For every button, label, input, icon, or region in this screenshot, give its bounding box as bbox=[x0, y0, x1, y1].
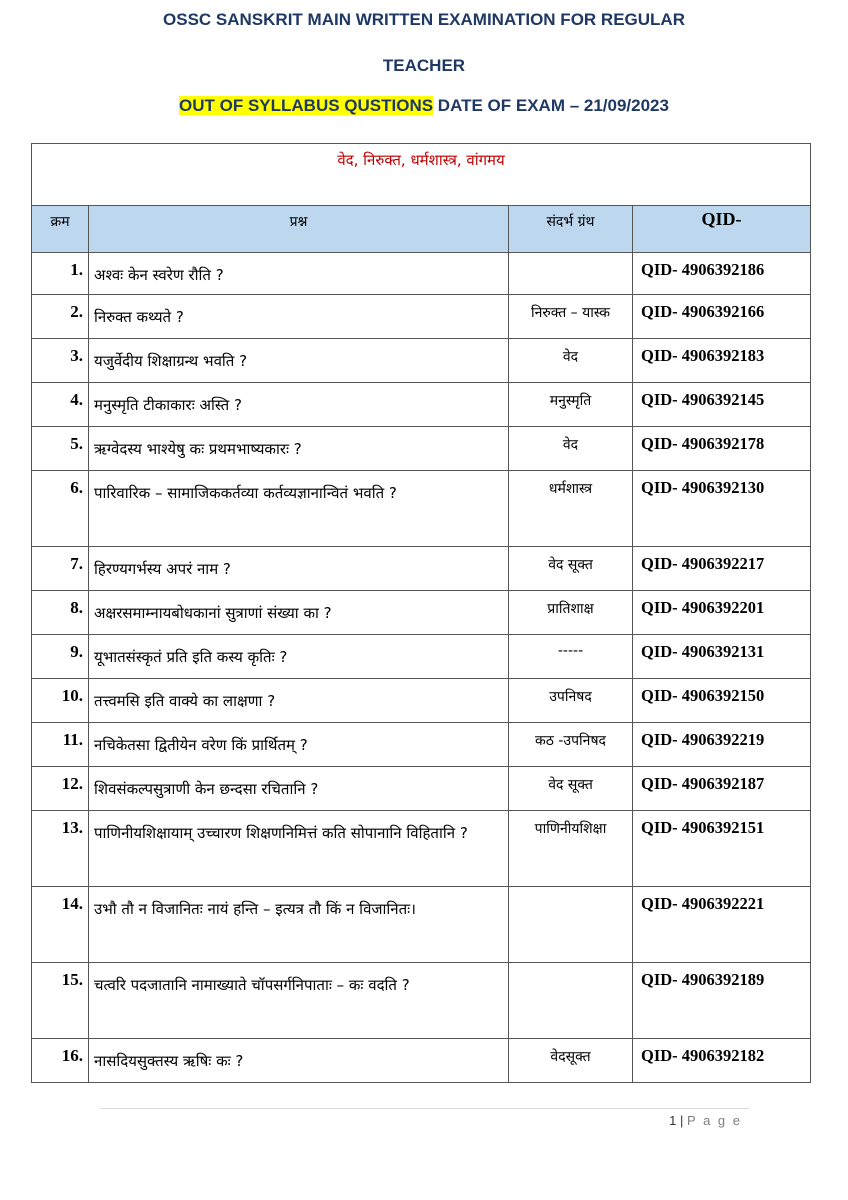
row-question: मनुस्मृति टीकाकारः अस्ति ? bbox=[89, 383, 509, 427]
row-reference-book: वेद सूक्त bbox=[509, 547, 633, 591]
table-row bbox=[32, 547, 811, 591]
row-question: पाणिनीयशिक्षायाम् उच्चारण शिक्षणनिमित्तं कति सोपानानि विहितानि ? bbox=[89, 811, 509, 887]
row-serial-number: 16. bbox=[32, 1039, 89, 1083]
highlighted-text: OUT OF SYLLABUS QUSTIONS bbox=[179, 96, 434, 115]
row-serial-number: 13. bbox=[32, 811, 89, 887]
document-title-line2: TEACHER bbox=[382, 56, 466, 75]
row-qid: QID- 4906392183 bbox=[633, 339, 811, 383]
table-row bbox=[32, 723, 811, 767]
table-row bbox=[32, 679, 811, 723]
table-row bbox=[32, 253, 811, 295]
table-row bbox=[32, 811, 811, 887]
table-row bbox=[32, 1039, 811, 1083]
row-serial-number: 3. bbox=[32, 339, 89, 383]
table-row bbox=[32, 767, 811, 811]
row-serial-number: 6. bbox=[32, 471, 89, 547]
row-question: हिरण्यगर्भस्य अपरं नाम ? bbox=[89, 547, 509, 591]
table-row bbox=[32, 887, 811, 963]
row-qid: QID- 4906392219 bbox=[633, 723, 811, 767]
row-serial-number: 15. bbox=[32, 963, 89, 1039]
row-reference-book: मनुस्मृति bbox=[509, 383, 633, 427]
row-qid: QID- 4906392187 bbox=[633, 767, 811, 811]
row-serial-number: 7. bbox=[32, 547, 89, 591]
table-row bbox=[32, 635, 811, 679]
row-qid: QID- 4906392178 bbox=[633, 427, 811, 471]
row-reference-book: ----- bbox=[509, 635, 633, 679]
row-reference-book: वेदसूक्त bbox=[509, 1039, 633, 1083]
section-title-row bbox=[32, 144, 811, 206]
row-reference-book bbox=[509, 963, 633, 1039]
column-header-question: प्रश्न bbox=[89, 206, 509, 253]
row-reference-book: पाणिनीयशिक्षा bbox=[509, 811, 633, 887]
column-header-serial: क्रम bbox=[32, 206, 89, 253]
column-header-qid: QID- bbox=[633, 206, 811, 253]
table-row bbox=[32, 471, 811, 547]
row-qid: QID- 4906392217 bbox=[633, 547, 811, 591]
page-label: P a g e bbox=[687, 1113, 742, 1128]
table-row bbox=[32, 591, 811, 635]
table-body bbox=[32, 253, 811, 1083]
table-row bbox=[32, 295, 811, 339]
questions-table bbox=[31, 143, 811, 1083]
row-reference-book: वेद bbox=[509, 427, 633, 471]
row-reference-book: प्रातिशाक्ष bbox=[509, 591, 633, 635]
row-qid: QID- 4906392186 bbox=[633, 253, 811, 295]
row-question: अक्षरसमाम्नायबोधकानां सुत्राणां संख्या का ? bbox=[89, 591, 509, 635]
row-question: शिवसंकल्पसुत्राणी केन छन्दसा रचितानि ? bbox=[89, 767, 509, 811]
row-qid: QID- 4906392189 bbox=[633, 963, 811, 1039]
table-header-row bbox=[32, 206, 811, 253]
document-title-line1: OSSC SANSKRIT MAIN WRITTEN EXAMINATION FOR REGULAR bbox=[163, 10, 685, 29]
row-question: चत्वरि पदजातानि नामाख्याते चॉपसर्गनिपाताः – कः वदति ? bbox=[89, 963, 509, 1039]
row-question: निरुक्त कथ्यते ? bbox=[89, 295, 509, 339]
row-reference-book bbox=[509, 887, 633, 963]
row-reference-book: वेद सूक्त bbox=[509, 767, 633, 811]
table-row bbox=[32, 963, 811, 1039]
row-qid: QID- 4906392221 bbox=[633, 887, 811, 963]
row-qid: QID- 4906392131 bbox=[633, 635, 811, 679]
row-serial-number: 14. bbox=[32, 887, 89, 963]
table-row bbox=[32, 383, 811, 427]
row-serial-number: 1. bbox=[32, 253, 89, 295]
column-header-reference: संदर्भ ग्रंथ bbox=[509, 206, 633, 253]
row-serial-number: 9. bbox=[32, 635, 89, 679]
row-qid: QID- 4906392145 bbox=[633, 383, 811, 427]
row-reference-book: धर्मशास्त्र bbox=[509, 471, 633, 547]
section-title: वेद, निरुक्त, धर्मशास्त्र, वांगमय bbox=[32, 144, 811, 206]
row-question: नचिकेतसा द्वितीयेन वरेण किं प्रार्थितम् ? bbox=[89, 723, 509, 767]
row-question: ऋग्वेदस्य भाश्येषु कः प्रथमभाष्यकारः ? bbox=[89, 427, 509, 471]
row-question: यजुर्वेदीय शिक्षाग्रन्थ भवति ? bbox=[89, 339, 509, 383]
row-question: उभौ तौ न विजानितः नायं हन्ति – इत्यत्र तौ किं न विजानितः। bbox=[89, 887, 509, 963]
row-serial-number: 5. bbox=[32, 427, 89, 471]
footer-divider bbox=[100, 1108, 749, 1109]
table-row bbox=[32, 427, 811, 471]
row-reference-book: वेद bbox=[509, 339, 633, 383]
row-question: नासदियसुक्तस्य ऋषिः कः ? bbox=[89, 1039, 509, 1083]
row-reference-book: निरुक्त – यास्क bbox=[509, 295, 633, 339]
row-serial-number: 8. bbox=[32, 591, 89, 635]
row-qid: QID- 4906392201 bbox=[633, 591, 811, 635]
page-footer bbox=[669, 1113, 742, 1128]
row-serial-number: 11. bbox=[32, 723, 89, 767]
row-qid: QID- 4906392151 bbox=[633, 811, 811, 887]
row-reference-book: उपनिषद bbox=[509, 679, 633, 723]
row-question: यूभातसंस्कृतं प्रति इति कस्य कृतिः ? bbox=[89, 635, 509, 679]
footer-separator: | bbox=[680, 1113, 684, 1128]
row-reference-book bbox=[509, 253, 633, 295]
row-qid: QID- 4906392130 bbox=[633, 471, 811, 547]
row-qid: QID- 4906392150 bbox=[633, 679, 811, 723]
row-question: अश्वः केन स्वरेण रौति ? bbox=[89, 253, 509, 295]
row-serial-number: 2. bbox=[32, 295, 89, 339]
row-qid: QID- 4906392166 bbox=[633, 295, 811, 339]
row-serial-number: 10. bbox=[32, 679, 89, 723]
document-subtitle bbox=[0, 96, 848, 116]
row-question: पारिवारिक – सामाजिककर्तव्या कर्तव्यज्ञानान्वितं भवति ? bbox=[89, 471, 509, 547]
row-qid: QID- 4906392182 bbox=[633, 1039, 811, 1083]
row-serial-number: 12. bbox=[32, 767, 89, 811]
table-row bbox=[32, 339, 811, 383]
row-question: तत्त्वमसि इति वाक्ये का लाक्षणा ? bbox=[89, 679, 509, 723]
row-reference-book: कठ -उपनिषद bbox=[509, 723, 633, 767]
exam-date-text: DATE OF EXAM – 21/09/2023 bbox=[433, 96, 669, 115]
page-number: 1 bbox=[669, 1113, 677, 1128]
row-serial-number: 4. bbox=[32, 383, 89, 427]
